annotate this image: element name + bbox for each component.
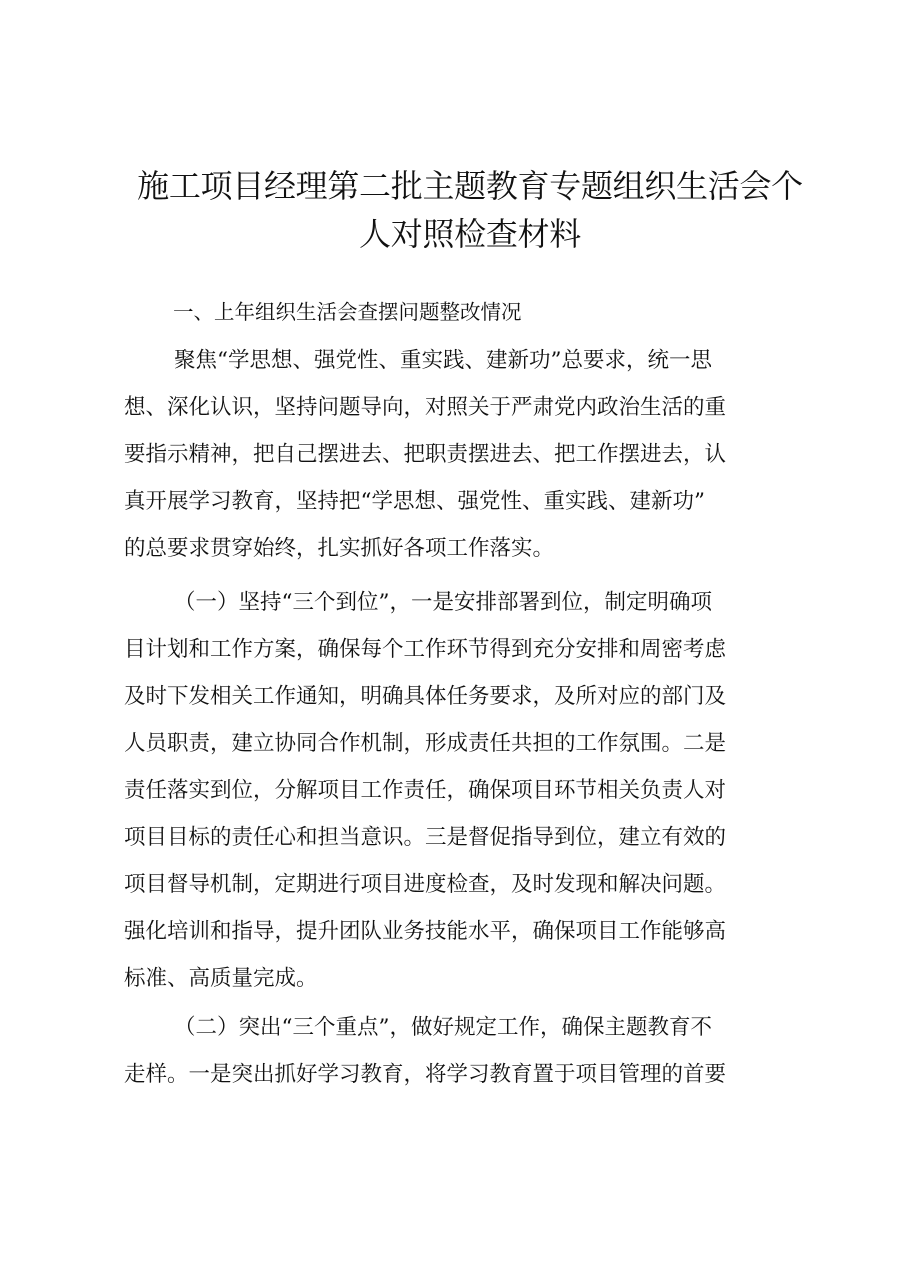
title-line: 施工项目经理第二批主题教育专题组织生活会个 — [137, 167, 803, 205]
paragraph-line: 聚焦“学思想、强党性、重实践、建新功”总要求，统一思 — [174, 348, 712, 373]
paragraph-line: 项目目标的责任心和担当意识。三是督促指导到位，建立有效的 — [124, 825, 727, 850]
paragraph-line: 真开展学习教育，坚持把“学思想、强党性、重实践、建新功” — [124, 489, 705, 514]
paragraph-line: 标准、高质量完成。 — [124, 966, 318, 991]
paragraph-line: 项目督导机制，定期进行项目进度检查，及时发现和解决问题。 — [124, 872, 727, 897]
paragraph-line: 的总要求贯穿始终，扎实抓好各项工作落实。 — [124, 536, 555, 561]
paragraph-line: 要指示精神，把自己摆进去、把职责摆进去、把工作摆进去，认 — [124, 442, 727, 467]
document-title — [110, 162, 830, 258]
paragraph-line: （一）坚持“三个到位”，一是安排部署到位，制定明确项 — [174, 590, 712, 615]
section-heading: 一、上年组织生活会查摆问题整改情况 — [173, 300, 522, 324]
title-line: 人对照检查材料 — [359, 215, 581, 253]
paragraph-line: （二）突出“三个重点”，做好规定工作，确保主题教育不 — [174, 1015, 712, 1040]
paragraph-line: 责任落实到位，分解项目工作责任，确保项目环节相关负责人对 — [124, 778, 727, 803]
paragraph-line: 强化培训和指导，提升团队业务技能水平，确保项目工作能够高 — [124, 919, 727, 944]
paragraph-line: 想、深化认识，坚持问题导向，对照关于严肃党内政治生活的重 — [124, 395, 727, 420]
paragraph-line: 人员职责，建立协同合作机制，形成责任共担的工作氛围。二是 — [124, 731, 727, 756]
paragraph — [124, 1004, 824, 1098]
paragraph — [124, 337, 824, 572]
paragraph — [124, 579, 824, 1002]
paragraph-line: 走样。一是突出抓好学习教育，将学习教育置于项目管理的首要 — [124, 1062, 727, 1087]
paragraph-line: 及时下发相关工作通知，明确具体任务要求，及所对应的部门及 — [124, 684, 727, 709]
paragraph-line: 目计划和工作方案，确保每个工作环节得到充分安排和周密考虑 — [124, 637, 727, 662]
